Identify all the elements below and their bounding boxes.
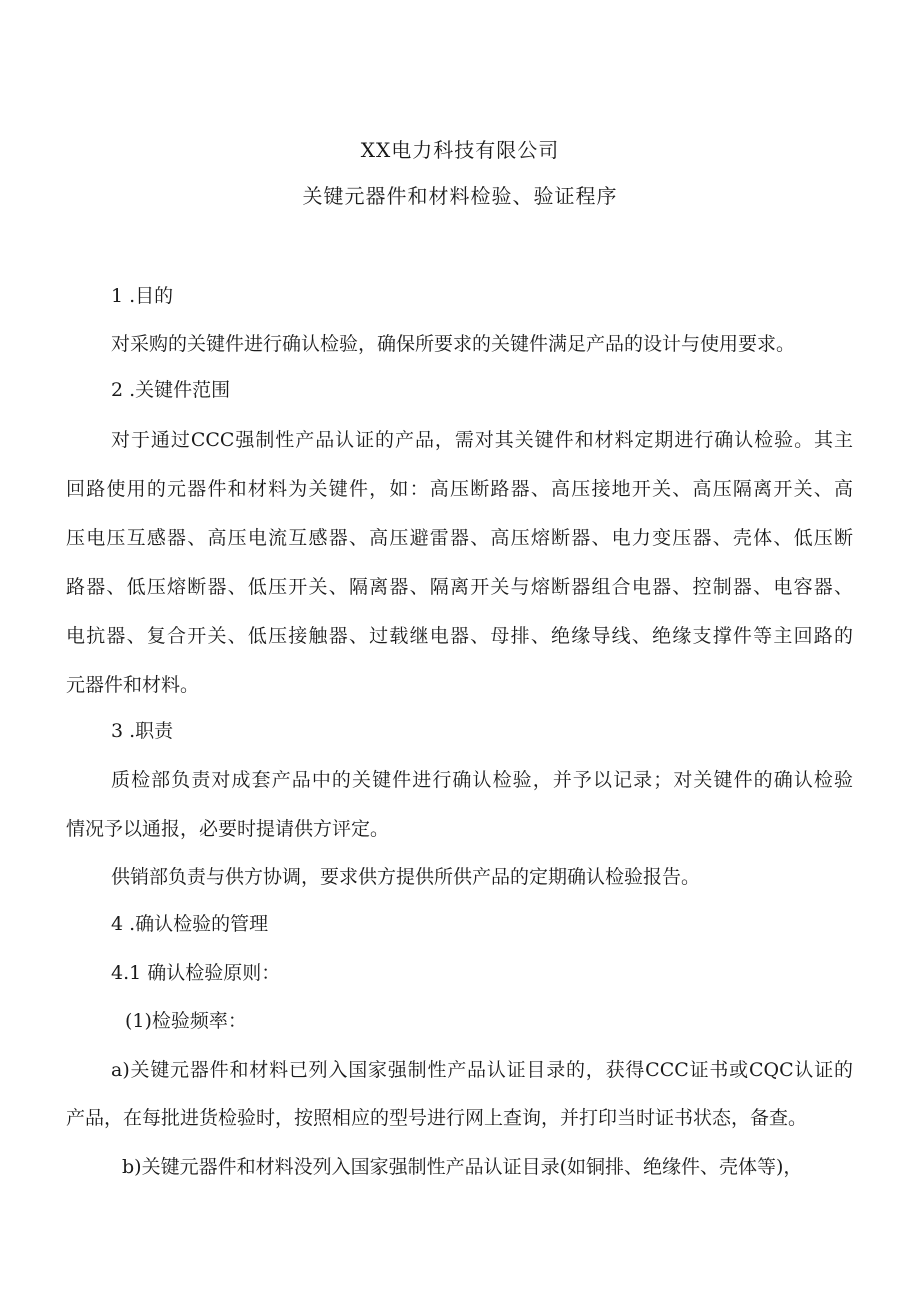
section-4-1-subheading: (1)检验频率： <box>125 1010 247 1032</box>
section-4-1-a-line: a)关键元器件和材料已列入国家强制性产品认证目录的，获得CCC证书或CQC认证的 <box>111 1059 853 1081</box>
section-4-1-heading: 4.1 确认检验原则： <box>111 962 281 984</box>
section-4-1-b-line: b)关键元器件和材料没列入国家强制性产品认证目录(如铜排、绝缘件、壳体等)， <box>122 1156 803 1178</box>
section-2-line: 压电压互感器、高压电流互感器、高压避雷器、高压熔断器、电力变压器、壳体、低压断 <box>66 527 853 549</box>
section-2-line: 路器、低压熔断器、低压开关、隔离器、隔离开关与熔断器组合电器、控制器、电容器、 <box>66 576 853 598</box>
section-4-1-a-line: 产品，在每批进货检验时，按照相应的型号进行网上查询，并打印当时证书状态，备查。 <box>66 1107 808 1129</box>
company-name: XX电力科技有限公司 <box>360 138 560 162</box>
section-3-line: 情况予以通报，必要时提请供方评定。 <box>66 818 390 840</box>
section-2-heading: 2 .关键件范围 <box>111 379 231 401</box>
section-2-line: 对于通过CCC强制性产品认证的产品，需对其关键件和材料定期进行确认检验。其主 <box>111 429 853 451</box>
section-2-line: 元器件和材料。 <box>66 674 200 696</box>
section-3-heading: 3 .职责 <box>111 720 174 742</box>
section-4-heading: 4 .确认检验的管理 <box>111 913 269 935</box>
section-2-line: 电抗器、复合开关、低压接触器、过载继电器、母排、绝缘导线、绝缘支撑件等主回路的 <box>66 625 853 647</box>
section-1-text: 对采购的关键件进行确认检验，确保所要求的关键件满足产品的设计与使用要求。 <box>111 333 796 355</box>
section-3-line: 质检部负责对成套产品中的关键件进行确认检验，并予以记录；对关键件的确认检验 <box>111 769 853 791</box>
section-2-line: 回路使用的元器件和材料为关键件，如：高压断路器、高压接地开关、高压隔离开关、高 <box>66 478 853 500</box>
section-1-heading: 1 .目的 <box>111 285 174 307</box>
document-title: 关键元器件和材料检验、验证程序 <box>302 184 618 208</box>
section-3-line: 供销部负责与供方协调，要求供方提供所供产品的定期确认检验报告。 <box>111 866 701 888</box>
